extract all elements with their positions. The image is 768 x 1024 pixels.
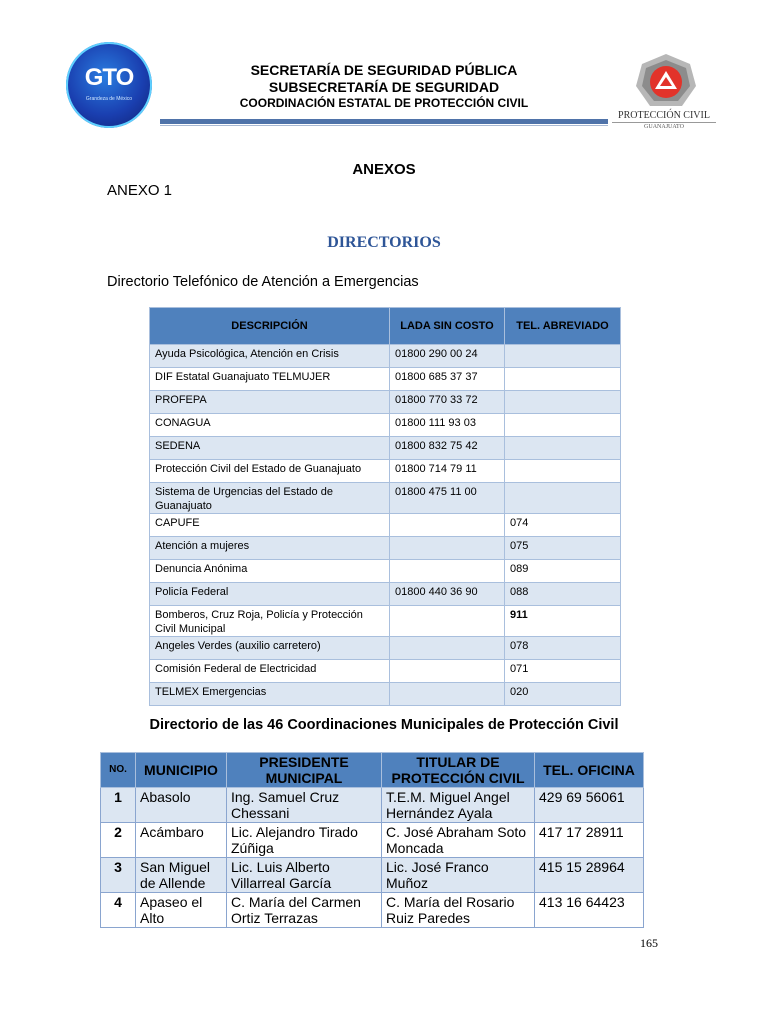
cell-short-number: 075: [505, 537, 621, 560]
table-row: [150, 437, 621, 460]
cell-toll-free: 01800 475 11 00: [390, 483, 505, 514]
annex-label: ANEXO 1: [107, 182, 173, 199]
cell-no: 3: [101, 858, 136, 893]
cell-toll-free: 01800 770 33 72: [390, 391, 505, 414]
cell-short-number: [505, 437, 621, 460]
table-row: [150, 414, 621, 437]
cell-municipio: Abasolo: [136, 788, 227, 823]
table-row: [150, 637, 621, 660]
col-tel-abreviado: TEL. ABREVIADO: [505, 308, 621, 345]
header-line-2: SUBSECRETARÍA DE SEGURIDAD: [268, 79, 500, 95]
table-row: [150, 483, 621, 514]
proteccion-civil-title: PROTECCIÓN CIVIL: [618, 110, 710, 121]
cell-short-number: 078: [505, 637, 621, 660]
cell-short-number: [505, 391, 621, 414]
table-row: [101, 893, 644, 928]
emergency-table: [149, 307, 621, 706]
cell-tel: 429 69 56061: [535, 788, 644, 823]
cell-short-number: [505, 483, 621, 514]
cell-description: CAPUFE: [150, 514, 390, 537]
proteccion-civil-logo-icon: [634, 52, 698, 110]
col-tel-oficina: TEL. OFICINA: [535, 753, 644, 788]
cell-description: Atención a mujeres: [150, 537, 390, 560]
table-row: [150, 391, 621, 414]
gto-logo: [66, 42, 152, 128]
col-descripcion: DESCRIPCIÓN: [150, 308, 390, 345]
cell-toll-free: 01800 685 37 37: [390, 368, 505, 391]
table-row: [150, 345, 621, 368]
cell-description: Bomberos, Cruz Roja, Policía y Protección Civil Municipal: [150, 606, 390, 637]
cell-toll-free: [390, 537, 505, 560]
emergency-table-header: [150, 308, 621, 345]
table-row: [150, 368, 621, 391]
cell-description: DIF Estatal Guanajuato TELMUJER: [150, 368, 390, 391]
cell-description: SEDENA: [150, 437, 390, 460]
cell-tel: 417 17 28911: [535, 823, 644, 858]
cell-short-number: 088: [505, 583, 621, 606]
cell-toll-free: 01800 111 93 03: [390, 414, 505, 437]
cell-description: Policía Federal: [150, 583, 390, 606]
cell-description: PROFEPA: [150, 391, 390, 414]
municipal-table: [100, 752, 644, 928]
cell-description: TELMEX Emergencias: [150, 683, 390, 706]
cell-description: Ayuda Psicológica, Atención en Crisis: [150, 345, 390, 368]
cell-toll-free: 01800 832 75 42: [390, 437, 505, 460]
header-rule: [160, 119, 608, 124]
table-row: [101, 858, 644, 893]
section-title: ANEXOS: [352, 161, 416, 178]
page-number: 165: [640, 936, 658, 950]
col-no: NO.: [101, 753, 136, 788]
table-row: [101, 823, 644, 858]
table-row: [150, 583, 621, 606]
cell-toll-free: [390, 637, 505, 660]
proteccion-civil-subtitle: GUANAJUATO: [612, 122, 716, 130]
table-row: [150, 660, 621, 683]
cell-toll-free: [390, 560, 505, 583]
cell-municipio: Apaseo el Alto: [136, 893, 227, 928]
cell-description: Protección Civil del Estado de Guanajuato: [150, 460, 390, 483]
header-line-1: SECRETARÍA DE SEGURIDAD PÚBLICA: [250, 62, 518, 78]
emergency-directory-title: Directorio Telefónico de Atención a Emergencias: [107, 274, 419, 290]
header-rule-thin: [160, 125, 608, 126]
cell-short-number: 020: [505, 683, 621, 706]
cell-presidente: C. María del Carmen Ortiz Terrazas: [227, 893, 382, 928]
cell-description: CONAGUA: [150, 414, 390, 437]
cell-no: 2: [101, 823, 136, 858]
cell-description: Sistema de Urgencias del Estado de Guanajuato: [150, 483, 390, 514]
cell-titular: Lic. José Franco Muñoz: [382, 858, 535, 893]
table-row: [150, 537, 621, 560]
cell-short-number: [505, 368, 621, 391]
cell-toll-free: [390, 683, 505, 706]
cell-toll-free: [390, 660, 505, 683]
cell-toll-free: 01800 290 00 24: [390, 345, 505, 368]
cell-short-number: 074: [505, 514, 621, 537]
cell-presidente: Lic. Alejandro Tirado Zúñiga: [227, 823, 382, 858]
directories-title: DIRECTORIOS: [327, 234, 441, 251]
cell-no: 1: [101, 788, 136, 823]
cell-description: Angeles Verdes (auxilio carretero): [150, 637, 390, 660]
cell-no: 4: [101, 893, 136, 928]
cell-description: Comisión Federal de Electricidad: [150, 660, 390, 683]
header-line-3: COORDINACIÓN ESTATAL DE PROTECCIÓN CIVIL: [239, 96, 529, 110]
cell-tel: 415 15 28964: [535, 858, 644, 893]
cell-short-number: 911: [505, 606, 621, 637]
cell-short-number: 089: [505, 560, 621, 583]
table-row: [101, 788, 644, 823]
cell-presidente: Ing. Samuel Cruz Chessani: [227, 788, 382, 823]
table-row: [150, 460, 621, 483]
col-titular: TITULAR DE PROTECCIÓN CIVIL: [382, 753, 535, 788]
cell-titular: C. María del Rosario Ruiz Paredes: [382, 893, 535, 928]
col-presidente: PRESIDENTE MUNICIPAL: [227, 753, 382, 788]
cell-titular: C. José Abraham Soto Moncada: [382, 823, 535, 858]
cell-short-number: [505, 345, 621, 368]
cell-tel: 413 16 64423: [535, 893, 644, 928]
table-row: [150, 560, 621, 583]
cell-toll-free: [390, 514, 505, 537]
cell-toll-free: 01800 440 36 90: [390, 583, 505, 606]
cell-toll-free: 01800 714 79 11: [390, 460, 505, 483]
cell-short-number: 071: [505, 660, 621, 683]
cell-presidente: Lic. Luis Alberto Villarreal García: [227, 858, 382, 893]
cell-titular: T.E.M. Miguel Angel Hernández Ayala: [382, 788, 535, 823]
col-lada-sin-costo: LADA SIN COSTO: [390, 308, 505, 345]
table-row: [150, 606, 621, 637]
table-row: [150, 514, 621, 537]
cell-description: Denuncia Anónima: [150, 560, 390, 583]
gto-logo-tagline: Grandeza de México: [85, 96, 133, 102]
cell-toll-free: [390, 606, 505, 637]
municipal-directory-title: Directorio de las 46 Coordinaciones Municipales de Protección Civil: [149, 717, 619, 733]
col-municipio: MUNICIPIO: [136, 753, 227, 788]
gto-logo-text: GTO: [84, 64, 134, 91]
cell-short-number: [505, 414, 621, 437]
cell-municipio: San Miguel de Allende: [136, 858, 227, 893]
cell-short-number: [505, 460, 621, 483]
cell-municipio: Acámbaro: [136, 823, 227, 858]
municipal-table-header: [101, 753, 644, 788]
table-row: [150, 683, 621, 706]
